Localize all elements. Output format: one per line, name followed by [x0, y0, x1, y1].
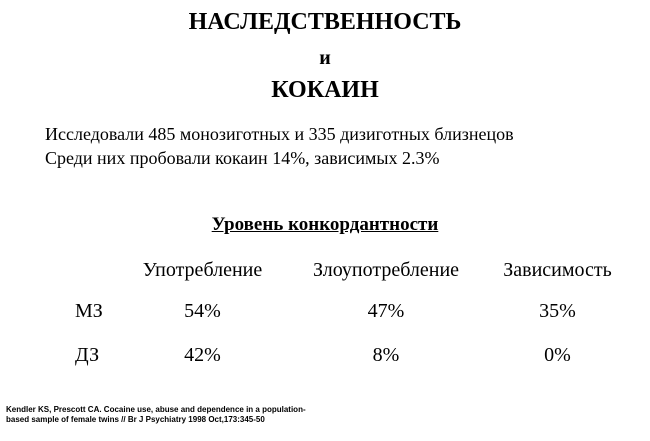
title-line-conjunction: и	[319, 47, 331, 69]
citation	[6, 405, 306, 425]
study-sample-text: Исследовали 485 монозиготных и 335 дизиготных близнецов	[45, 124, 514, 144]
concordance-heading: Уровень конкордантности	[211, 214, 439, 235]
cell-mz-dependence: 35%	[539, 300, 576, 322]
study-prevalence-text: Среди них пробовали кокаин 14%, зависимых 2.3%	[45, 148, 440, 168]
cell-dz-dependence: 0%	[544, 344, 571, 366]
cell-dz-use: 42%	[184, 344, 221, 366]
citation-line-2: based sample of female twins // Br J Psychiatry 1998 Oct,173:345-50	[6, 415, 265, 424]
row-label-dz: ДЗ	[75, 344, 100, 366]
cell-mz-use: 54%	[184, 300, 221, 322]
cell-mz-abuse: 47%	[367, 300, 405, 322]
cell-dz-abuse: 8%	[372, 344, 400, 366]
citation-line-1: Kendler KS, Prescott CA. Cocaine use, abuse and dependence in a population-	[6, 405, 306, 414]
column-header-dependence: Зависимость	[503, 259, 612, 281]
column-header-use: Употребление	[142, 259, 263, 281]
row-label-mz: МЗ	[75, 300, 103, 322]
column-header-abuse: Злоупотребление	[312, 259, 460, 281]
title-line-heredity: НАСЛЕДСТВЕННОСТЬ	[188, 9, 462, 35]
title-line-cocaine: КОКАИН	[271, 77, 379, 103]
